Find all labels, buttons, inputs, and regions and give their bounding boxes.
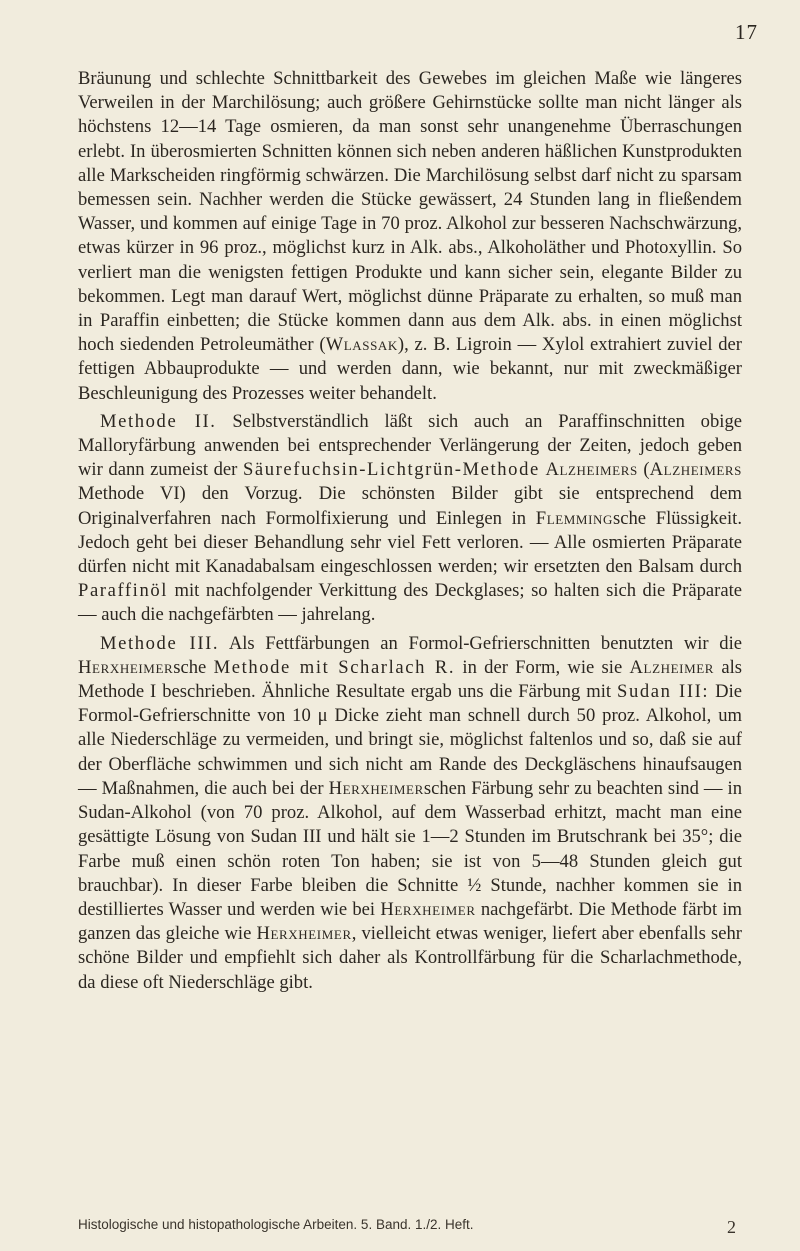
page-number: 17 (735, 20, 758, 44)
text-run: Selbstverständlich läßt sich auch an Paraffinschnitten obige Malloryfärbung anwenden bei entsprechender Verlängerung der Zeiten, jedoch geben wir dann zumeist der (78, 410, 742, 481)
author-name: Herxheimer (256, 923, 352, 945)
emphasis-text: Sudan III: (617, 681, 710, 703)
author-name: Wlassak (325, 334, 398, 356)
text-run: , vielleicht etwas weniger, liefert aber ebenfalls sehr schöne Bilder und empfiehlt sich daher als Kontrollfärbung für die Scharlachmethode, da diese oft Niederschläge gibt. (78, 923, 742, 993)
text-run: Methode VI) den Vorzug. Die schönsten Bilder gibt sie entsprechend dem Originalverfahren nach Formolfixierung und Einlegen in (78, 483, 742, 529)
text-run: Bräunung und schlechte Schnittbarkeit des Gewebes im gleichen Maße wie längeres Verweilen in der Marchilösung; auch größere Gehirnstücke sollte man nicht länger als höchstens 12—14 Tage osmieren, da man sonst sehr unangenehme Überraschungen erlebt. In überosmierten Schnitten können sich neben anderen häßlichen Kunstprodukten alle Markscheiden ringförmig schwärzen. Die Marchilösung selbst darf nicht zu sparsam bemessen sein. Nachher werden die Stücke gewässert, 24 Stunden lang in fließendem Wasser, und kommen auf einige Tage in 70 proz. Alkohol zur besseren Nachschwärzung, etwas kürzer in 96 proz., möglichst kurz in Alk. abs., Alkoholäther und Photoxyllin. So verliert man die wenigsten fettigen Produkte und kann sicher sein, elegante Bilder zu bekommen. Legt man darauf Wert, möglichst dünne Präparate zu erhalten, so muß man in Paraffin einbetten; die Stücke kommen dann aus dem Alk. abs. in einen möglichst hoch siedenden Petroleumäther ( (78, 68, 742, 356)
author-name: Alzheimers (649, 459, 742, 481)
emphasis-text: Methode mit Scharlach R. (213, 656, 456, 678)
text-run: Die Formol-Gefrierschnitte von 10 μ Dicke zieht man schnell durch 50 proz. Alkohol, um alle Niederschläge zu vermeiden, und bringt sie, möglichst faltenlos und so, daß sie auf der Oberfläche schwimmen und sich nicht am Rande des Deckgläschens hinaufsaugen — Maßnahmen, die auch bei der (78, 681, 743, 799)
author-name: Alzheimers (545, 459, 638, 481)
paragraph-3 (78, 632, 742, 995)
page-footer (78, 1217, 742, 1238)
author-name: Herxheimer (380, 898, 476, 920)
emphasis-text: Paraffinöl (78, 580, 169, 602)
emphasis-text: Methode III. (100, 632, 220, 654)
journal-reference: Histologische und histopathologische Arbeiten. 5. Band. 1./2. Heft. (78, 1217, 474, 1232)
text-run: sche Flüssigkeit. Jedoch geht bei dieser Behandlung sehr viel Fett verloren. — Alle osmierten Präparate dürfen nicht mit Kanadabalsam eingeschlossen werden; wir ersetzten den Balsam durch (78, 507, 742, 578)
author-name: Flemming (535, 507, 613, 529)
text-run: ( (637, 459, 650, 481)
text-run: sche (173, 656, 214, 678)
text-run: nachgefärbt. Die Methode färbt im ganzen das gleiche wie (78, 898, 743, 945)
sheet-signature: 2 (727, 1217, 736, 1237)
text-run: als Methode I beschrieben. Ähnliche Resultate ergab uns die Färbung mit (78, 656, 742, 703)
author-name: Herxheimer (78, 656, 174, 678)
emphasis-text: Säurefuchsin-Lichtgrün-Methode (242, 459, 540, 481)
author-name: Herxheimer (328, 777, 424, 799)
author-name: Alzheimer (629, 656, 715, 678)
paragraph-2 (78, 410, 742, 628)
text-run: mit nachfolgender Verkittung des Deckglases; so halten sich die Präparate — auch die nachgefärbten — jahrelang. (78, 580, 742, 626)
emphasis-text: Methode II. (100, 410, 217, 432)
body-text (78, 67, 742, 995)
text-run: schen Färbung sehr zu beachten sind — in Sudan-Alkohol (von 70 proz. Alkohol, auf dem Wasserbad erhitzt, macht man eine gesättigte Lösung von Sudan III und hält sie 1—2 Stunden im Brutschrank bei 35°; die Farbe muß einen schön roten Ton haben; sie ist von 5—48 Stunden gleich gut brauchbar). In dieser Farbe bleiben die Schnitte ½ Stunde, nachher kommen sie in destilliertes Wasser und werden wie bei (78, 777, 742, 920)
text-run: ), z. B. Ligroin — Xylol extrahiert zuviel der fettigen Abbauprodukte — und werden dann, wie bekannt, nur mit zweckmäßiger Beschleunigung des Prozesses weiter behandelt. (78, 334, 743, 404)
text-run: in der Form, wie sie (455, 656, 630, 678)
text-run: Als Fettfärbungen an Formol-Gefrierschnitten benutzten wir die (219, 632, 742, 654)
paragraph-1 (78, 67, 742, 406)
